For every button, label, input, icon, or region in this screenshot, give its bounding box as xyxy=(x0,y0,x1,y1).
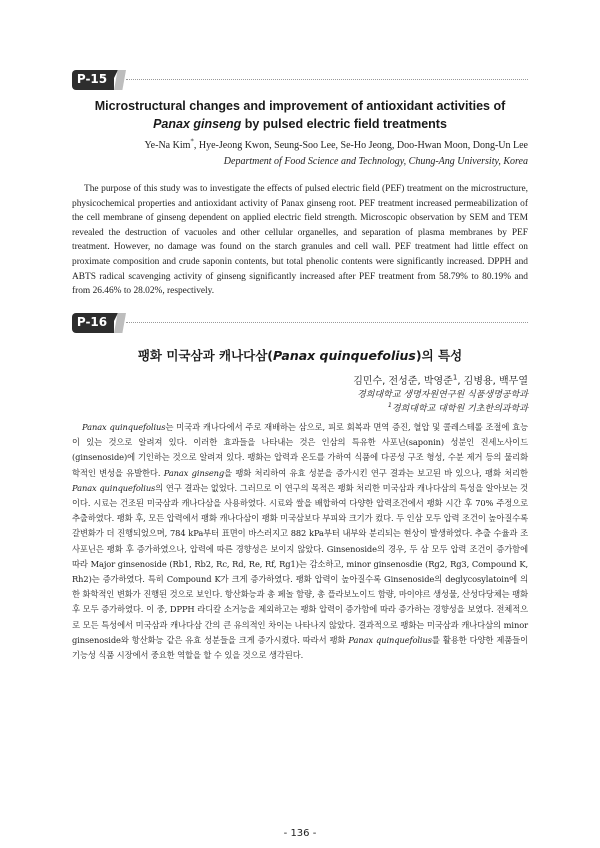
title-post: )의 특성 xyxy=(415,348,463,363)
body-text: 의 연구 결과는 없었다. 그러므로 이 연구의 목적은 팽화 처리한 미국삼과 캐나다삼의 특성을 알아보는 것이다. 시료는 건조된 미국삼과 캐나다삼을 사용하였다. 시료와 쌀을 배합하여 다양한 압력조건에서 팽화 시간 후 70% 주정으로 추출하였다. 팽화 후, 모든 압력에서 팽화 캐나다삼이 팽화 미국삼보다 부피와 크기가 컸다. 두 인삼 모두 압력 조건이 높아질수록 갈변화가 더 진행되었으며, 784 kPa부터 표면이 바스러지고 882 kPa부터 내부와 분리되는 현상이 발생하였다. 추출 수율과 조사포닌은 팽화 후 증가하였으나, 압력에 따른 경향성은 보이지 않았다. Ginsenoside의 경우, 두 삼 모두 압력 조건이 증가함에 따라 Major ginsenoside (Rb1, Rb2, Rc, Rd, Re, Rf, Rg1)는 감소하고, minor ginsenosdie (Rg2, Rg3, Compound K, Rh2)는 증가하였다. 특히 Compound K가 크게 증가하였다. 팽화 압력이 높아질수록 Ginsenoside의 deglycosylatoin에 의한 화학적인 변화가 진행된 것으로 보인다. 항산화능과 총 페놀 함량, 총 플라보노이드 함량, 마이야르 생성물, 산성다당체는 팽화 후 모두 증가하였다. 이 중, DPPH 라디칼 소거능을 제외하고는 팽화 압력이 증가함에 따라 증가하는 경향성을 보였다. 전체적으로 모든 특성에서 미국삼과 캐나다삼 간의 큰 유의적인 차이는 나타나지 않았다. 결과적으로 팽화는 미국삼과 캐나다삼의 minor ginsenoside와 항산화능 같은 유효 성분들을 크게 증가시켰다. 따라서 팽화 xyxy=(72,482,528,645)
species-name: Panax quinquefolius xyxy=(82,422,166,432)
species-name: Panax quinquefolius xyxy=(348,634,432,645)
species-name: Panax quinquefolius xyxy=(72,482,156,493)
title-line xyxy=(72,115,528,133)
first-author: Ye-Na Kim xyxy=(144,140,191,151)
abstract-number-badge xyxy=(72,70,126,90)
badge-label: P-15 xyxy=(76,72,108,86)
title-species: Panax ginseng xyxy=(153,117,242,131)
authors-a: 김민수, 전성준, 박영준 xyxy=(353,376,453,387)
badge-label: P-16 xyxy=(76,315,108,329)
affiliation-mark: 1 xyxy=(452,373,458,382)
abstract-body: The purpose of this study was to investigate the effects of pulsed electric field (PEF) treatment on the microstructure, physicochemical properties and antioxidant activity of Panax ginseng root. PEF treatment increased permeabilization of the cell membrane of ginseng dependent on applied electric field strength. Microscopic observation by SEM and TEM revealed the destruction of vacuoles and other cellular organelles, and separation of plasma membranes by PEF treatment. However, no damage was found on the starch granules and cell wall. PEF treatment had little effect on proximate composition and crude saponin contents, but total phenolic contents were significantly increased. DPPH and ABTS radical scavenging activity of ginseng significantly increased after PEF treatment from 58.79% to 80.19% and from 26.46% to 28.02%, respectively. xyxy=(72,184,528,297)
section-divider xyxy=(126,79,528,80)
affiliation-text: 경희대학교 대학원 기초한의과학과 xyxy=(391,404,528,414)
other-authors: , Hye-Jeong Kwon, Seung-Soo Lee, Se-Ho Jeong, Doo-Hwan Moon, Dong-Un Lee xyxy=(193,140,528,151)
body-text: 는 미국과 캐나다에서 주로 재배하는 삼으로, 피로 회복과 면역 증진, 혈압 및 콜레스테롤 조절에 효능이 있는 것으로 알려져 있다. 이러한 효과들을 나타내는 것은 인삼의 특유한 사포닌(saponin) 성분인 진세노사이드(ginsenoside)에 기인하는 것으로 알려져 있다. 팽화는 압력과 온도를 가하여 식품에 다공성 구조 형성, 수분 제거 등의 물리화학적인 변성을 유발한다. xyxy=(72,422,528,478)
affiliation: 경희대학교 생명자원연구원 식품생명공학과 xyxy=(357,390,528,400)
affiliation-mark: 1 xyxy=(387,402,392,409)
title-pre: 팽화 미국삼과 캐나다삼( xyxy=(137,348,274,363)
corresponding-mark: * xyxy=(190,137,194,146)
abstract-title xyxy=(72,97,528,133)
abstract-title xyxy=(72,346,528,364)
affiliation: Department of Food Science and Technology, Chung-Ang University, Korea xyxy=(223,156,528,167)
abstract-number-badge xyxy=(72,313,126,333)
section-divider xyxy=(126,322,528,323)
title-rest: by pulsed electric field treatments xyxy=(241,117,447,131)
authors-b: , 김병용, 백무열 xyxy=(457,376,528,387)
body-text: 을 팽화 처리하여 유효 성분을 증가시킨 연구 결과는 보고된 바 있으나, 팽화 처리한 xyxy=(224,467,528,478)
abstract-body xyxy=(72,420,528,663)
author-list xyxy=(353,372,528,387)
page-number: - 136 - xyxy=(283,828,317,839)
affiliation xyxy=(388,401,528,414)
title-line: Microstructural changes and improvement of antioxidant activities of xyxy=(94,99,506,113)
species-name: Panax ginseng xyxy=(163,467,225,478)
author-list xyxy=(144,137,528,151)
body-text: 를 활용한 다양한 제품들이 기능성 식품 시장에서 중요한 역할을 할 수 있을 것으로 생각된다. xyxy=(72,634,528,661)
title-species: Panax quinquefolius xyxy=(273,348,416,363)
